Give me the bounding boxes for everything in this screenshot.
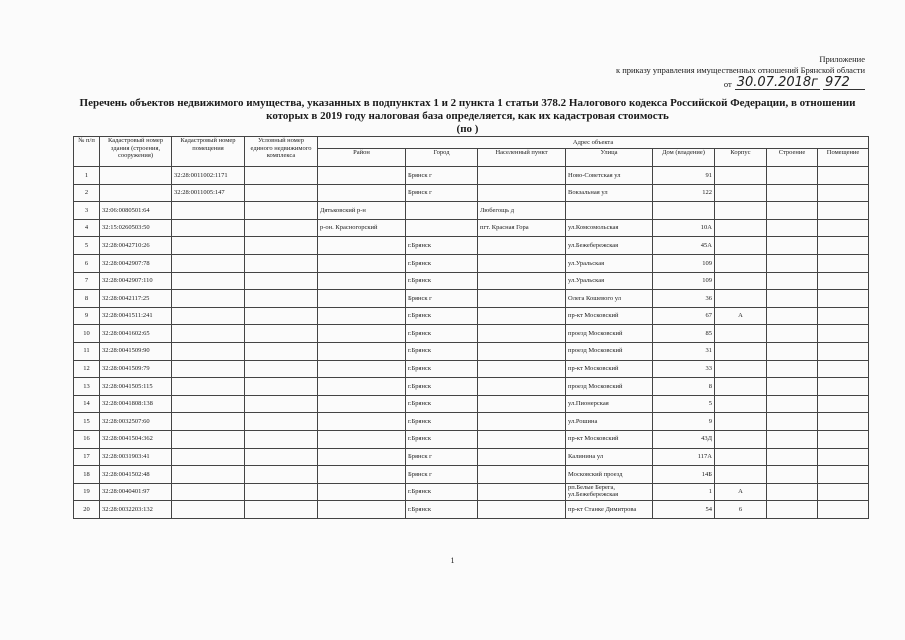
cell-rayon <box>318 483 406 501</box>
cell-cond <box>245 325 318 343</box>
cell-korpus <box>715 202 767 220</box>
table-row <box>74 360 869 378</box>
header-np: Населенный пункт <box>478 149 566 167</box>
cell-ulica: ул.Уральская <box>566 254 653 272</box>
document-title <box>60 97 875 136</box>
header-cond-number: Условный номер единого недвижимого комплекса <box>245 137 318 167</box>
cell-no: 16 <box>74 430 100 448</box>
cell-np <box>478 307 566 325</box>
cell-np <box>478 483 566 501</box>
cell-gorod: г.Брянск <box>406 378 478 396</box>
cell-stroenie <box>767 219 818 237</box>
cell-pomeshenie <box>818 307 869 325</box>
cell-no: 20 <box>74 501 100 519</box>
cell-korpus: 6 <box>715 501 767 519</box>
cell-no: 8 <box>74 290 100 308</box>
cell-dom: 9 <box>653 413 715 431</box>
cell-np <box>478 237 566 255</box>
cell-korpus <box>715 342 767 360</box>
cell-dom: 85 <box>653 325 715 343</box>
cell-cad-building: 32:28:0041502:48 <box>100 466 172 484</box>
cell-cad-premise <box>172 237 245 255</box>
cell-dom: 91 <box>653 167 715 185</box>
cell-dom: 1 <box>653 483 715 501</box>
cell-cad-premise <box>172 413 245 431</box>
table-row <box>74 483 869 501</box>
cell-dom: 5 <box>653 395 715 413</box>
cell-pomeshenie <box>818 272 869 290</box>
cell-cad-premise <box>172 290 245 308</box>
cell-cond <box>245 378 318 396</box>
table-row <box>74 184 869 202</box>
cell-gorod: Брянск г <box>406 167 478 185</box>
cell-ulica: пр-кт Станке Димитрова <box>566 501 653 519</box>
table-row <box>74 342 869 360</box>
cell-no: 11 <box>74 342 100 360</box>
cell-korpus <box>715 448 767 466</box>
cell-cad-building: 32:28:0042907:110 <box>100 272 172 290</box>
cell-ulica: Вокзальная ул <box>566 184 653 202</box>
cell-stroenie <box>767 202 818 220</box>
cell-cad-premise <box>172 254 245 272</box>
cell-dom: 109 <box>653 272 715 290</box>
cell-ulica: Ново-Советская ул <box>566 167 653 185</box>
table-row <box>74 254 869 272</box>
header-cad-building: Кадастровый номер здания (строения, сооружения) <box>100 137 172 167</box>
cell-cad-premise <box>172 202 245 220</box>
cell-rayon <box>318 254 406 272</box>
cell-cad-building: 32:28:0041505:115 <box>100 378 172 396</box>
cell-cad-building <box>100 184 172 202</box>
cell-rayon <box>318 272 406 290</box>
cell-cond <box>245 184 318 202</box>
cell-gorod: Брянск г <box>406 448 478 466</box>
table-row <box>74 501 869 519</box>
cell-rayon <box>318 184 406 202</box>
cell-no: 14 <box>74 395 100 413</box>
cell-no: 19 <box>74 483 100 501</box>
cell-stroenie <box>767 307 818 325</box>
cell-no: 2 <box>74 184 100 202</box>
cell-cad-building: 32:28:0042117:25 <box>100 290 172 308</box>
cell-pomeshenie <box>818 325 869 343</box>
cell-gorod: г.Брянск <box>406 325 478 343</box>
cell-gorod: г.Брянск <box>406 272 478 290</box>
table-row <box>74 378 869 396</box>
cell-cad-building: 32:28:0041504:362 <box>100 430 172 448</box>
cell-np <box>478 413 566 431</box>
cell-gorod: г.Брянск <box>406 430 478 448</box>
cell-cond <box>245 219 318 237</box>
cell-cad-building: 32:28:0042907:78 <box>100 254 172 272</box>
table-row <box>74 325 869 343</box>
cell-no: 1 <box>74 167 100 185</box>
cell-ulica: пр-кт Московский <box>566 307 653 325</box>
cell-rayon <box>318 360 406 378</box>
cell-korpus <box>715 378 767 396</box>
appendix-label: Приложение <box>819 54 865 64</box>
cell-np <box>478 342 566 360</box>
table-row <box>74 307 869 325</box>
cell-no: 18 <box>74 466 100 484</box>
cell-stroenie <box>767 184 818 202</box>
header-cad-premise: Кадастровый номер помещения <box>172 137 245 167</box>
cell-cond <box>245 466 318 484</box>
cell-pomeshenie <box>818 219 869 237</box>
cell-cond <box>245 167 318 185</box>
cell-ulica: Калинина ул <box>566 448 653 466</box>
cell-pomeshenie <box>818 184 869 202</box>
cell-np <box>478 501 566 519</box>
order-date-line <box>616 76 865 90</box>
cell-gorod: г.Брянск <box>406 483 478 501</box>
cell-gorod <box>406 202 478 220</box>
cell-np <box>478 325 566 343</box>
table-row <box>74 290 869 308</box>
cell-no: 4 <box>74 219 100 237</box>
cell-stroenie <box>767 272 818 290</box>
cell-korpus <box>715 360 767 378</box>
table-row <box>74 202 869 220</box>
table-body <box>74 167 869 519</box>
table-row <box>74 272 869 290</box>
cell-cad-building: 32:15:0260503:50 <box>100 219 172 237</box>
header-pomeshenie: Помещение <box>818 149 869 167</box>
cell-cad-premise: 32:28:0011002:1171 <box>172 167 245 185</box>
cell-np <box>478 290 566 308</box>
cell-gorod: г.Брянск <box>406 395 478 413</box>
cell-stroenie <box>767 448 818 466</box>
cell-cad-premise <box>172 219 245 237</box>
cell-rayon <box>318 395 406 413</box>
title-line-3: (по ) <box>456 123 479 135</box>
cell-np <box>478 360 566 378</box>
cell-stroenie <box>767 167 818 185</box>
cell-dom: 33 <box>653 360 715 378</box>
cell-korpus <box>715 413 767 431</box>
cell-rayon: Дятьковский р-н <box>318 202 406 220</box>
cell-dom: 54 <box>653 501 715 519</box>
cell-rayon <box>318 290 406 308</box>
cell-rayon <box>318 307 406 325</box>
cell-cad-premise <box>172 448 245 466</box>
appendix-order-text: к приказу управления имущественных отношений Брянской области <box>615 65 865 75</box>
cell-ulica: проезд Московский <box>566 378 653 396</box>
cell-cad-building <box>100 167 172 185</box>
title-line-1: Перечень объектов недвижимого имущества, указанных в подпунктах 1 и 2 пункта 1 статьи 378.2 Налогового кодекса Российской Федерации, в отношении <box>79 97 856 109</box>
table-row <box>74 413 869 431</box>
cell-cad-building: 32:28:0042710:26 <box>100 237 172 255</box>
cell-dom <box>653 202 715 220</box>
table-row <box>74 395 869 413</box>
cell-pomeshenie <box>818 360 869 378</box>
handwritten-date: 30.07.2018г <box>736 75 818 90</box>
cell-stroenie <box>767 430 818 448</box>
cell-pomeshenie <box>818 395 869 413</box>
cell-no: 5 <box>74 237 100 255</box>
cell-np <box>478 430 566 448</box>
cell-cad-building: 32:28:0031903:41 <box>100 448 172 466</box>
cell-korpus <box>715 272 767 290</box>
cell-stroenie <box>767 360 818 378</box>
cell-no: 6 <box>74 254 100 272</box>
cell-rayon <box>318 413 406 431</box>
cell-pomeshenie <box>818 483 869 501</box>
cell-pomeshenie <box>818 413 869 431</box>
cell-ulica: рп.Белые Берега, ул.Бежебережская <box>566 483 653 501</box>
cell-no: 15 <box>74 413 100 431</box>
cell-dom: 8 <box>653 378 715 396</box>
cell-cond <box>245 483 318 501</box>
cell-cad-premise <box>172 395 245 413</box>
cell-rayon <box>318 237 406 255</box>
table-row <box>74 219 869 237</box>
cell-gorod: Брянск г <box>406 184 478 202</box>
cell-dom: 67 <box>653 307 715 325</box>
header-gorod: Город <box>406 149 478 167</box>
cell-no: 9 <box>74 307 100 325</box>
cell-cad-building: 32:28:0041602:65 <box>100 325 172 343</box>
cell-cad-premise <box>172 272 245 290</box>
cell-dom: 31 <box>653 342 715 360</box>
header-address: Адрес объекта <box>318 137 869 149</box>
header-rayon: Район <box>318 149 406 167</box>
cell-korpus <box>715 237 767 255</box>
handwritten-number: 972 <box>823 76 865 90</box>
cell-no: 10 <box>74 325 100 343</box>
cell-cond <box>245 237 318 255</box>
cell-dom: 45А <box>653 237 715 255</box>
cell-rayon <box>318 342 406 360</box>
cell-korpus <box>715 290 767 308</box>
cell-cond <box>245 501 318 519</box>
cell-dom: 109 <box>653 254 715 272</box>
cell-pomeshenie <box>818 202 869 220</box>
cell-cad-premise: 32:28:0011005:147 <box>172 184 245 202</box>
cell-ulica: ул.Пионерская <box>566 395 653 413</box>
cell-no: 3 <box>74 202 100 220</box>
table-row <box>74 167 869 185</box>
cell-gorod: Брянск г <box>406 466 478 484</box>
header-ulica: Улица <box>566 149 653 167</box>
cell-cond <box>245 290 318 308</box>
cell-dom: 117А <box>653 448 715 466</box>
cell-pomeshenie <box>818 501 869 519</box>
cell-rayon <box>318 325 406 343</box>
cell-stroenie <box>767 342 818 360</box>
cell-np <box>478 448 566 466</box>
cell-ulica: Московский проезд <box>566 466 653 484</box>
cell-pomeshenie <box>818 167 869 185</box>
cell-korpus <box>715 395 767 413</box>
cell-cad-building: 32:28:0032507:60 <box>100 413 172 431</box>
cell-cad-building: 32:06:0080501:64 <box>100 202 172 220</box>
cell-ulica: пр-кт Московский <box>566 360 653 378</box>
cell-pomeshenie <box>818 378 869 396</box>
cell-korpus: А <box>715 307 767 325</box>
cell-korpus <box>715 167 767 185</box>
cell-gorod: г.Брянск <box>406 307 478 325</box>
cell-np <box>478 254 566 272</box>
cell-korpus <box>715 184 767 202</box>
cell-korpus <box>715 219 767 237</box>
header-no: № п/п <box>74 137 100 167</box>
cell-gorod: г.Брянск <box>406 501 478 519</box>
cell-stroenie <box>767 483 818 501</box>
cell-np <box>478 184 566 202</box>
cell-pomeshenie <box>818 342 869 360</box>
cell-stroenie <box>767 254 818 272</box>
cell-pomeshenie <box>818 430 869 448</box>
title-line-2: которых в 2019 году налоговая база определяется, как их кадастровая стоимость <box>266 110 669 122</box>
cell-cad-premise <box>172 501 245 519</box>
cell-korpus <box>715 254 767 272</box>
cell-rayon: р-он. Красногорский <box>318 219 406 237</box>
cell-pomeshenie <box>818 290 869 308</box>
cell-cad-building: 32:28:0032203:132 <box>100 501 172 519</box>
header-stroenie: Строение <box>767 149 818 167</box>
cell-ulica: ул.Бежебережская <box>566 237 653 255</box>
cell-cond <box>245 202 318 220</box>
cell-cond <box>245 448 318 466</box>
cell-gorod: г.Брянск <box>406 237 478 255</box>
cell-korpus <box>715 325 767 343</box>
cell-stroenie <box>767 395 818 413</box>
cell-cond <box>245 342 318 360</box>
cell-dom: 14Б <box>653 466 715 484</box>
cell-cad-premise <box>172 342 245 360</box>
cell-rayon <box>318 501 406 519</box>
cell-cad-premise <box>172 466 245 484</box>
cell-korpus <box>715 430 767 448</box>
cell-ulica: ул.Рошина <box>566 413 653 431</box>
cell-no: 7 <box>74 272 100 290</box>
cell-gorod: г.Брянск <box>406 342 478 360</box>
cell-cond <box>245 360 318 378</box>
cell-dom: 36 <box>653 290 715 308</box>
table-row <box>74 448 869 466</box>
objects-table <box>73 136 869 519</box>
cell-cad-premise <box>172 483 245 501</box>
cell-cad-premise <box>172 325 245 343</box>
cell-no: 17 <box>74 448 100 466</box>
cell-pomeshenie <box>818 237 869 255</box>
cell-cad-building: 32:28:0041509:79 <box>100 360 172 378</box>
cell-korpus: А <box>715 483 767 501</box>
appendix-block <box>616 54 865 90</box>
cell-cad-premise <box>172 378 245 396</box>
cell-gorod: г.Брянск <box>406 413 478 431</box>
cell-rayon <box>318 167 406 185</box>
cell-rayon <box>318 430 406 448</box>
cell-dom: 43Д <box>653 430 715 448</box>
cell-gorod: г.Брянск <box>406 254 478 272</box>
cell-ulica: Олега Кошевого ул <box>566 290 653 308</box>
cell-gorod <box>406 219 478 237</box>
cell-rayon <box>318 378 406 396</box>
cell-ulica <box>566 202 653 220</box>
cell-korpus <box>715 466 767 484</box>
cell-np <box>478 167 566 185</box>
header-korpus: Корпус <box>715 149 767 167</box>
cell-dom: 122 <box>653 184 715 202</box>
cell-cad-building: 32:28:0041808:138 <box>100 395 172 413</box>
cell-no: 13 <box>74 378 100 396</box>
cell-stroenie <box>767 325 818 343</box>
cell-cad-building: 32:28:0041511:241 <box>100 307 172 325</box>
header-dom: Дом (владение) <box>653 149 715 167</box>
cell-gorod: г.Брянск <box>406 360 478 378</box>
cell-ulica: пр-кт Московский <box>566 430 653 448</box>
cell-stroenie <box>767 413 818 431</box>
cell-cad-building: 32:28:0040401:97 <box>100 483 172 501</box>
cell-cond <box>245 254 318 272</box>
cell-rayon <box>318 448 406 466</box>
cell-cond <box>245 395 318 413</box>
cell-cad-premise <box>172 430 245 448</box>
cell-ulica: проезд Московский <box>566 342 653 360</box>
cell-dom: 10А <box>653 219 715 237</box>
cell-cad-building: 32:28:0041509:90 <box>100 342 172 360</box>
cell-cond <box>245 272 318 290</box>
cell-pomeshenie <box>818 466 869 484</box>
cell-ulica: ул.Уральская <box>566 272 653 290</box>
cell-cad-premise <box>172 360 245 378</box>
cell-stroenie <box>767 237 818 255</box>
cell-ulica: ул.Комсомольская <box>566 219 653 237</box>
cell-cond <box>245 413 318 431</box>
cell-cond <box>245 430 318 448</box>
cell-np: Любегощь д <box>478 202 566 220</box>
cell-gorod: Брянск г <box>406 290 478 308</box>
table-row <box>74 466 869 484</box>
cell-stroenie <box>767 466 818 484</box>
cell-pomeshenie <box>818 254 869 272</box>
cell-np <box>478 378 566 396</box>
cell-pomeshenie <box>818 448 869 466</box>
cell-np <box>478 395 566 413</box>
cell-cad-premise <box>172 307 245 325</box>
cell-cond <box>245 307 318 325</box>
cell-np <box>478 466 566 484</box>
cell-np <box>478 272 566 290</box>
cell-np: пгт. Красная Гора <box>478 219 566 237</box>
page-number: 1 <box>450 556 455 565</box>
cell-rayon <box>318 466 406 484</box>
table-row <box>74 237 869 255</box>
cell-stroenie <box>767 378 818 396</box>
cell-ulica: проезд Московский <box>566 325 653 343</box>
table-row <box>74 430 869 448</box>
cell-stroenie <box>767 290 818 308</box>
cell-no: 12 <box>74 360 100 378</box>
cell-stroenie <box>767 501 818 519</box>
from-label: от <box>723 79 732 89</box>
